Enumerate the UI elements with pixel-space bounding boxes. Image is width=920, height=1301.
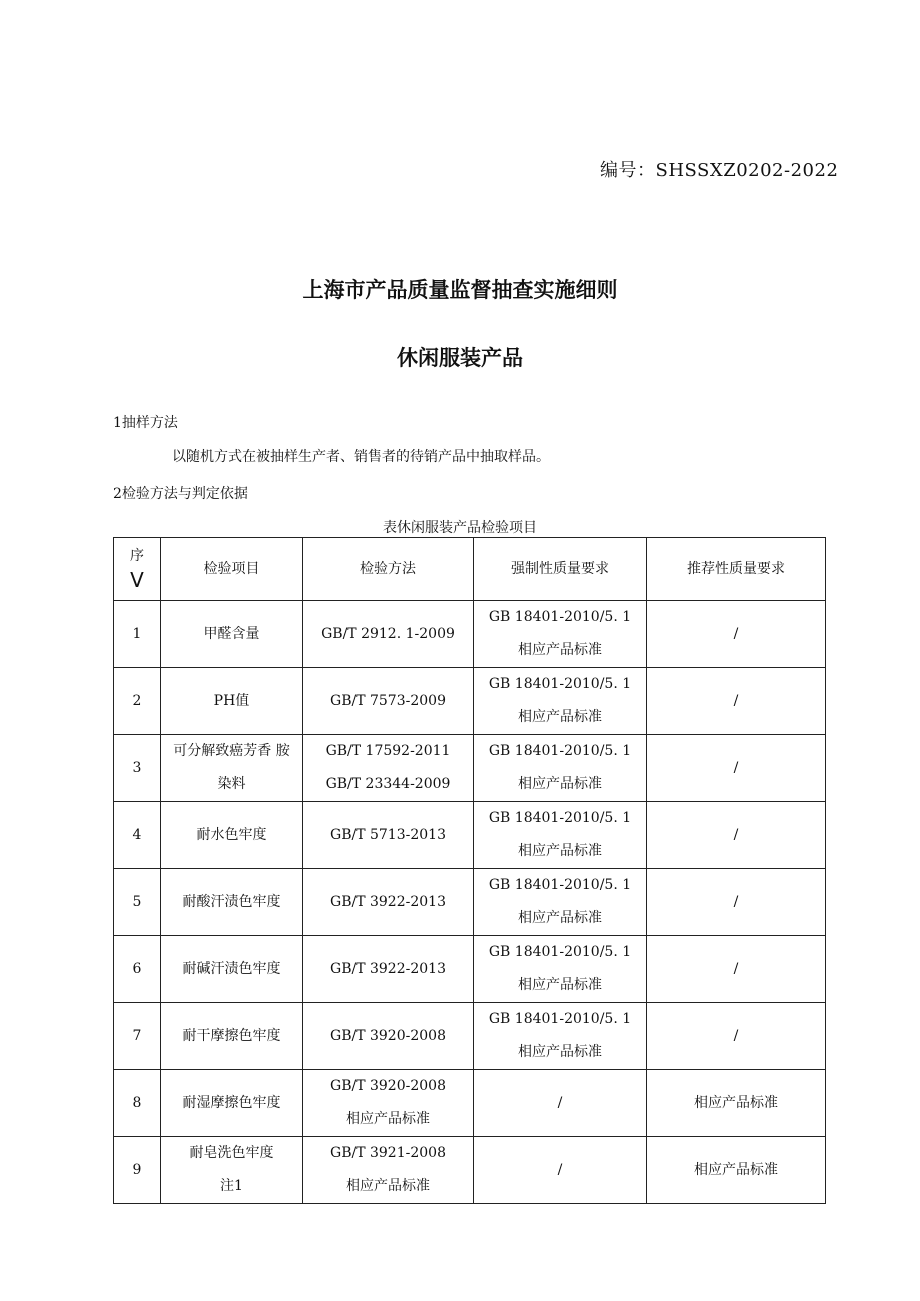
table-row [114, 936, 826, 1003]
cell-mandatory [474, 1137, 647, 1204]
cell-seq: 3 [114, 735, 161, 802]
cell-method [303, 1003, 474, 1070]
cell-item-line: 耐湿摩擦色牢度 [182, 1094, 281, 1111]
header-item: 检验项目 [161, 538, 303, 601]
cell-method-line: GB/T 17592-2011 [325, 743, 451, 759]
cell-method-line: GB/T 3920-2008 [330, 1027, 446, 1044]
header-seq-label: 序 [130, 548, 144, 564]
cell-mandatory-line: GB 18401-2010/5. 1 [488, 743, 632, 759]
cell-method-line: GB/T 3921-2008 [330, 1145, 446, 1161]
table-row [114, 1003, 826, 1070]
cell-recommended-line: / [733, 759, 739, 776]
table-header-row [114, 538, 826, 601]
header-method: 检验方法 [303, 538, 474, 601]
cell-method [303, 1137, 474, 1204]
cell-item [161, 668, 303, 735]
cell-item-line: 甲醛含量 [203, 625, 260, 642]
cell-recommended-line: 相应产品标准 [694, 1094, 778, 1111]
cell-mandatory-line: 相应产品标准 [518, 910, 602, 926]
cell-mandatory [474, 735, 647, 802]
cell-method-line: 相应产品标准 [346, 1178, 430, 1194]
cell-item-line: PH值 [213, 692, 250, 709]
cell-item-line: 可分解致癌芳香 胺 [173, 743, 290, 759]
cell-mandatory-line: / [557, 1094, 563, 1111]
cell-seq: 5 [114, 869, 161, 936]
document-number: 编号：SHSSXZ0202-2022 [600, 160, 839, 181]
cell-method-line: GB/T 3920-2008 [330, 1078, 446, 1094]
cell-method-line: GB/T 2912. 1-2009 [321, 625, 455, 642]
cell-method [303, 668, 474, 735]
cell-method-line: GB/T 7573-2009 [330, 692, 446, 709]
cell-recommended [647, 668, 826, 735]
cell-method [303, 936, 474, 1003]
section-1-heading: 1抽样方法 [113, 415, 178, 431]
cell-recommended-line: / [733, 960, 739, 977]
cell-mandatory-line: GB 18401-2010/5. 1 [488, 609, 632, 625]
cell-recommended [647, 1003, 826, 1070]
cell-seq: 1 [114, 601, 161, 668]
cell-mandatory [474, 936, 647, 1003]
cell-mandatory-line: GB 18401-2010/5. 1 [488, 676, 632, 692]
cell-seq: 7 [114, 1003, 161, 1070]
cell-mandatory [474, 668, 647, 735]
cell-mandatory-line: / [557, 1161, 563, 1178]
cell-recommended-line: / [733, 826, 739, 843]
cell-mandatory-line: 相应产品标准 [518, 843, 602, 859]
cell-method-line: GB/T 23344-2009 [325, 776, 451, 792]
cell-mandatory-line: 相应产品标准 [518, 776, 602, 792]
cell-item [161, 1070, 303, 1137]
cell-recommended-line: 相应产品标准 [694, 1161, 778, 1178]
section-2-heading: 2检验方法与判定依据 [113, 486, 248, 502]
cell-recommended [647, 802, 826, 869]
section-1-text: 以随机方式在被抽样生产者、销售者的待销产品中抽取样品。 [172, 449, 550, 465]
cell-method [303, 869, 474, 936]
cell-item [161, 1137, 303, 1204]
cell-seq: 2 [114, 668, 161, 735]
cell-recommended [647, 936, 826, 1003]
cell-method [303, 802, 474, 869]
cell-method-line: GB/T 3922-2013 [330, 960, 446, 977]
cell-recommended-line: / [733, 625, 739, 642]
cell-item [161, 936, 303, 1003]
cell-mandatory-line: GB 18401-2010/5. 1 [488, 810, 632, 826]
cell-recommended [647, 735, 826, 802]
cell-mandatory-line: 相应产品标准 [518, 642, 602, 658]
cell-method-line: 相应产品标准 [346, 1111, 430, 1127]
table-row [114, 1137, 826, 1204]
cell-item-line: 耐酸汗渍色牢度 [182, 893, 281, 910]
cell-seq: 6 [114, 936, 161, 1003]
cell-method [303, 735, 474, 802]
header-seq-mark: V [130, 568, 144, 592]
cell-item [161, 1003, 303, 1070]
cell-mandatory-line: GB 18401-2010/5. 1 [488, 877, 632, 893]
cell-item-line: 注1 [220, 1178, 243, 1194]
table-row [114, 802, 826, 869]
cell-method-line: GB/T 5713-2013 [330, 826, 446, 843]
inspection-items-table [113, 537, 826, 1204]
table-row [114, 869, 826, 936]
table-row [114, 1070, 826, 1137]
cell-recommended [647, 601, 826, 668]
cell-method [303, 1070, 474, 1137]
cell-mandatory-line: 相应产品标准 [518, 1044, 602, 1060]
cell-item-line: 耐皂洗色牢度 [189, 1145, 274, 1161]
table-row [114, 735, 826, 802]
cell-recommended [647, 869, 826, 936]
cell-item [161, 735, 303, 802]
header-mandatory: 强制性质量要求 [474, 538, 647, 601]
cell-method-line: GB/T 3922-2013 [330, 893, 446, 910]
cell-recommended [647, 1137, 826, 1204]
cell-mandatory-line: GB 18401-2010/5. 1 [488, 944, 632, 960]
cell-mandatory-line: GB 18401-2010/5. 1 [488, 1011, 632, 1027]
cell-mandatory [474, 869, 647, 936]
cell-method [303, 601, 474, 668]
cell-item-line: 耐水色牢度 [196, 826, 267, 843]
cell-seq: 9 [114, 1137, 161, 1204]
cell-item-line: 耐干摩擦色牢度 [182, 1027, 281, 1044]
cell-item [161, 802, 303, 869]
cell-item-line: 耐碱汗渍色牢度 [182, 960, 281, 977]
cell-item [161, 601, 303, 668]
table-row [114, 668, 826, 735]
cell-item [161, 869, 303, 936]
cell-recommended-line: / [733, 893, 739, 910]
cell-mandatory [474, 601, 647, 668]
cell-mandatory [474, 1003, 647, 1070]
header-recommended: 推荐性质量要求 [647, 538, 826, 601]
cell-seq: 4 [114, 802, 161, 869]
cell-item-line: 染料 [217, 776, 246, 792]
table-row [114, 601, 826, 668]
cell-mandatory-line: 相应产品标准 [518, 709, 602, 725]
document-title: 上海市产品质量监督抽查实施细则 [302, 278, 618, 302]
cell-recommended [647, 1070, 826, 1137]
table-caption: 表休闲服装产品检验项目 [383, 520, 537, 536]
header-seq [114, 538, 161, 601]
cell-recommended-line: / [733, 692, 739, 709]
cell-seq: 8 [114, 1070, 161, 1137]
cell-mandatory [474, 802, 647, 869]
cell-recommended-line: / [733, 1027, 739, 1044]
document-subtitle: 休闲服装产品 [397, 346, 523, 370]
cell-mandatory-line: 相应产品标准 [518, 977, 602, 993]
cell-mandatory [474, 1070, 647, 1137]
